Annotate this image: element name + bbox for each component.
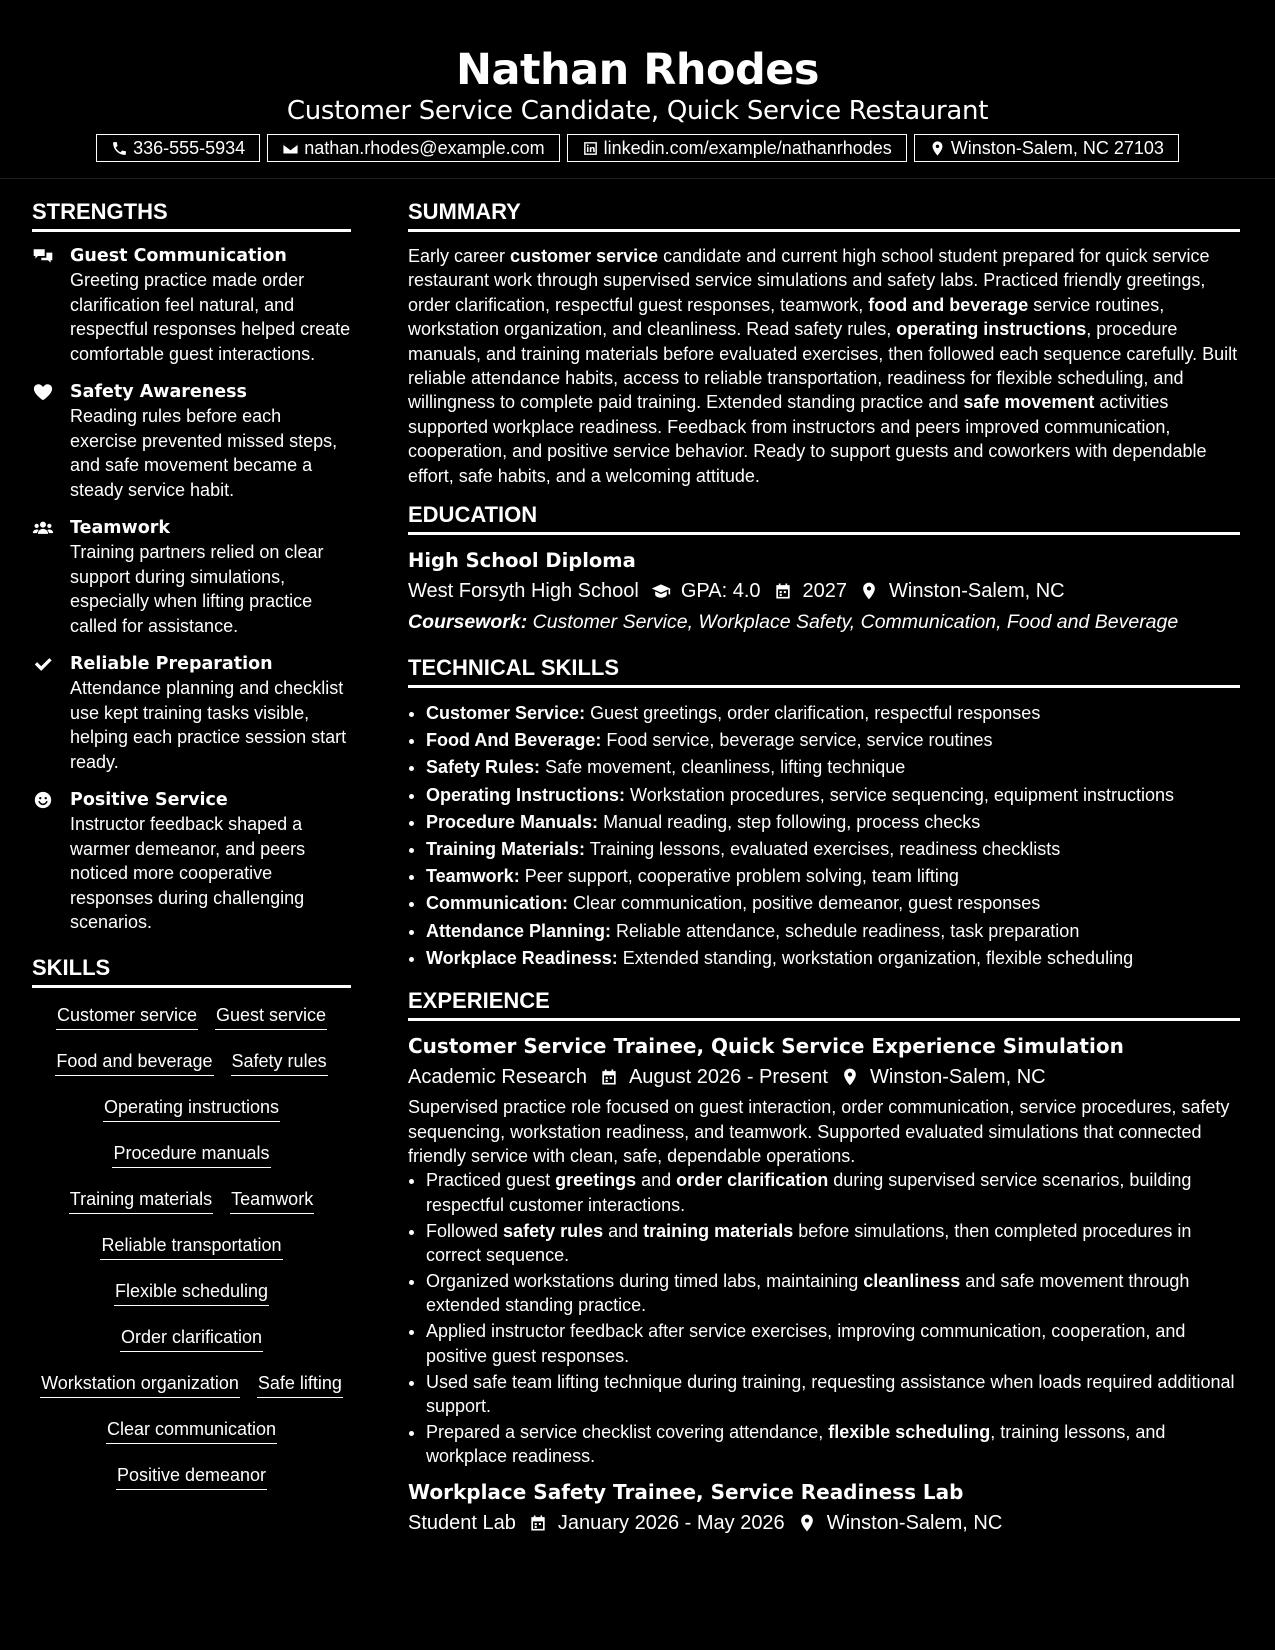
- education-degree: High School Diploma: [408, 549, 636, 573]
- bullet-text: and: [603, 1220, 644, 1241]
- skill-value: Training lessons, evaluated exercises, readiness checklists: [589, 839, 1061, 860]
- contact-phone[interactable]: [96, 134, 260, 162]
- list-item: [426, 700, 1240, 727]
- strength-desc: Training partners relied on clear support during simulations, especially when lifting practice called for assistance.: [70, 542, 324, 636]
- people-icon: [32, 518, 54, 538]
- skill-tag: Training materials: [69, 1184, 213, 1214]
- bullet-text: Organized workstations during timed labs, maintaining: [426, 1270, 864, 1291]
- job-meta: [408, 1061, 1240, 1093]
- linkedin-icon: [582, 140, 599, 157]
- job-description: Supervised practice role focused on guest interaction, order communication, service procedures, safety sequencing, workstation readiness, and teamwork. Supported evaluated simulations that connected friendly service with clean, safe, dependable operations.: [408, 1097, 1230, 1166]
- education-location: Winston-Salem, NC: [889, 580, 1065, 603]
- list-item: [426, 918, 1240, 945]
- list-item: [426, 1319, 1240, 1368]
- map-pin-icon: [797, 1513, 817, 1533]
- skill-value: Safe movement, cleanliness, lifting technique: [545, 757, 906, 778]
- skills-list: [32, 1000, 351, 1506]
- summary-segment: safe movement: [963, 392, 1095, 413]
- skill-tag: Clear communication: [106, 1414, 277, 1444]
- skill-value: Peer support, cooperative problem solving, team lifting: [524, 866, 959, 887]
- summary-segment: candidate and current high school student prepared for quick service restaurant work through supervised service simulations and safety labs. Practiced friendly greetings, order clarification, respectful guest responses, teamwork,: [408, 246, 1210, 315]
- job-title: Workplace Safety Trainee, Service Readiness Lab: [408, 1479, 964, 1504]
- left-column: [32, 197, 351, 1506]
- skill-tag: Workstation organization: [40, 1368, 240, 1398]
- strength-item: [32, 788, 351, 935]
- strengths-title: STRENGTHS: [32, 197, 351, 232]
- skill-tag: Safe lifting: [257, 1368, 343, 1398]
- job-org: Student Lab: [408, 1511, 516, 1534]
- bullet-text: flexible scheduling: [828, 1421, 991, 1442]
- list-item: [426, 1219, 1240, 1268]
- strength-item: [32, 652, 351, 774]
- strength-item: [32, 516, 351, 638]
- technical-skills-title: TECHNICAL SKILLS: [408, 653, 1240, 688]
- job-meta: [408, 1507, 1240, 1539]
- bullet-text: cleanliness: [863, 1270, 961, 1291]
- bullet-text: , training lessons, and workplace readiness.: [426, 1421, 1166, 1467]
- summary-segment: operating instructions: [896, 319, 1087, 340]
- candidate-name: Nathan Rhodes: [455, 45, 820, 95]
- envelope-icon: [282, 140, 299, 157]
- skill-tag: Procedure manuals: [112, 1138, 270, 1168]
- list-item: [426, 863, 1240, 890]
- education-title: EDUCATION: [408, 500, 1240, 535]
- skill-label: Operating Instructions:: [426, 784, 626, 805]
- map-pin-icon: [929, 140, 946, 157]
- resume-header: [0, 0, 1275, 179]
- skill-tag: Guest service: [215, 1000, 327, 1030]
- strength-title: Teamwork: [70, 518, 170, 538]
- bullet-text: greetings: [555, 1170, 637, 1191]
- skill-label: Attendance Planning:: [426, 920, 612, 941]
- skill-tag: Customer service: [56, 1000, 198, 1030]
- job-title: Customer Service Trainee, Quick Service Experience Simulation: [408, 1034, 1124, 1059]
- skill-value: Reliable attendance, schedule readiness, task preparation: [616, 920, 1080, 941]
- education-gpa: GPA: 4.0: [680, 580, 761, 603]
- speech-bubbles-icon: [32, 246, 54, 266]
- bullet-text: safety rules: [503, 1220, 604, 1241]
- contact-phone-text: 336-555-5934: [133, 137, 246, 158]
- education-coursework: [408, 607, 1240, 637]
- bullet-text: Prepared a service checklist covering attendance,: [426, 1421, 829, 1442]
- job-bullets: [408, 1168, 1240, 1468]
- bullet-text: during supervised service scenarios, building respectful customer interactions.: [426, 1170, 1192, 1215]
- skill-label: Safety Rules:: [426, 757, 541, 778]
- summary-segment: customer service: [510, 246, 659, 266]
- map-pin-icon: [859, 581, 879, 601]
- bullet-text: order clarification: [676, 1170, 829, 1191]
- bullet-text: Used safe team lifting technique during training, requesting assistance when loads required additional support.: [426, 1371, 1235, 1416]
- strength-desc: Greeting practice made order clarification feel natural, and respectful responses helped create comfortable guest interactions.: [70, 270, 351, 364]
- strength-title: Safety Awareness: [70, 382, 247, 402]
- job-entry: [408, 1031, 1240, 1469]
- contact-location-text: Winston-Salem, NC 27103: [950, 137, 1164, 158]
- list-item: [426, 836, 1240, 863]
- skill-label: Teamwork:: [426, 866, 520, 887]
- contact-linkedin[interactable]: [567, 134, 907, 162]
- coursework-list: Customer Service, Workplace Safety, Communication, Food and Beverage: [532, 611, 1179, 634]
- bullet-text: Practiced guest: [426, 1170, 556, 1191]
- job-org: Academic Research: [408, 1066, 587, 1089]
- strength-desc: Attendance planning and checklist use kept training tasks visible, helping each practice session start ready.: [70, 678, 347, 772]
- skill-value: Guest greetings, order clarification, respectful responses: [590, 703, 1041, 724]
- skill-tag: Reliable transportation: [100, 1230, 282, 1260]
- contact-row: [0, 134, 1275, 162]
- strength-item: [32, 244, 351, 366]
- summary-segment: service routines, workstation organization, and cleanliness. Read safety rules,: [408, 294, 1165, 340]
- graduation-cap-icon: [651, 581, 671, 601]
- skill-tag: Teamwork: [230, 1184, 314, 1214]
- contact-email-text: nathan.rhodes@example.com: [304, 137, 545, 158]
- checkmark-icon: [32, 654, 54, 674]
- bullet-text: Followed: [426, 1220, 504, 1241]
- contact-linkedin-text: linkedin.com/example/nathanrhodes: [603, 137, 892, 158]
- job-dates: January 2026 - May 2026: [557, 1511, 785, 1534]
- education-school: West Forsyth High School: [408, 580, 639, 603]
- job-location: Winston-Salem, NC: [826, 1511, 1003, 1534]
- summary-segment: food and beverage: [868, 294, 1029, 315]
- skill-label: Communication:: [426, 893, 568, 914]
- bullet-text: and: [636, 1170, 677, 1191]
- skill-value: Manual reading, step following, process checks: [603, 811, 981, 832]
- bullet-text: Applied instructor feedback after service exercises, improving communication, cooperation, and positive guest responses.: [426, 1321, 1186, 1366]
- skill-value: Extended standing, workstation organization, flexible scheduling: [622, 947, 1134, 968]
- strength-item: [32, 380, 351, 502]
- skill-label: Training Materials:: [426, 839, 586, 860]
- job-dates: August 2026 - Present: [628, 1066, 828, 1089]
- strength-desc: Reading rules before each exercise prevented missed steps, and safe movement became a steady service habit.: [70, 406, 338, 500]
- strength-title: Positive Service: [70, 790, 228, 810]
- bullet-text: training materials: [643, 1220, 794, 1241]
- skill-label: Workplace Readiness:: [426, 947, 618, 968]
- strength-title: Reliable Preparation: [70, 654, 273, 674]
- phone-icon: [111, 140, 128, 157]
- list-item: [426, 1420, 1240, 1469]
- skill-label: Procedure Manuals:: [426, 811, 599, 832]
- candidate-headline: Customer Service Candidate, Quick Service Restaurant: [286, 96, 989, 126]
- bullet-text: and safe movement through extended standing practice.: [426, 1270, 1190, 1316]
- summary-title: SUMMARY: [408, 197, 1240, 232]
- list-item: [426, 754, 1240, 781]
- skill-tag: Operating instructions: [103, 1092, 280, 1122]
- list-item: [426, 782, 1240, 809]
- strength-desc: Instructor feedback shaped a warmer demeanor, and peers noticed more cooperative responses during challenging scenarios.: [70, 814, 306, 932]
- right-column: [408, 197, 1240, 1539]
- job-location: Winston-Salem, NC: [869, 1066, 1046, 1089]
- list-item: [426, 1370, 1240, 1419]
- calendar-icon: [599, 1067, 619, 1087]
- coursework-label: Coursework:: [408, 611, 528, 634]
- list-item: [426, 727, 1240, 754]
- summary-segment: Early career: [408, 246, 511, 266]
- skill-tag: Positive demeanor: [116, 1460, 267, 1490]
- education-year: 2027: [802, 580, 848, 603]
- smiley-icon: [32, 790, 54, 810]
- contact-email[interactable]: [267, 134, 559, 162]
- contact-location: [914, 134, 1179, 162]
- skill-value: Workstation procedures, service sequencing, equipment instructions: [630, 784, 1174, 805]
- summary-text: [408, 244, 1240, 488]
- skills-title: SKILLS: [32, 953, 351, 988]
- technical-skills-list: [408, 700, 1240, 972]
- calendar-icon: [528, 1513, 548, 1533]
- skill-value: Clear communication, positive demeanor, guest responses: [573, 893, 1041, 914]
- heart-icon: [32, 382, 54, 402]
- skill-label: Food And Beverage:: [426, 730, 602, 751]
- skill-tag: Food and beverage: [55, 1046, 213, 1076]
- summary-segment: , procedure manuals, and training materials before evaluated exercises, then followed each sequence carefully. Built reliable attendance habits, access to reliable transportation, readiness for flexible scheduling, and willingness to complete paid training. Extended standing practice and: [408, 319, 1238, 413]
- skill-tag: Order clarification: [120, 1322, 263, 1352]
- list-item: [426, 890, 1240, 917]
- list-item: [426, 945, 1240, 972]
- list-item: [426, 809, 1240, 836]
- map-pin-icon: [840, 1067, 860, 1087]
- job-entry: [408, 1477, 1240, 1539]
- summary-segment: activities supported workplace readiness. Feedback from instructors and peers improved communication, cooperation, and positive service behavior. Ready to support guests and coworkers with dependable effort, safe habits, and a welcoming attitude.: [408, 392, 1207, 486]
- education-meta: [408, 575, 1240, 607]
- experience-title: EXPERIENCE: [408, 986, 1240, 1021]
- skill-label: Customer Service:: [426, 703, 586, 724]
- calendar-icon: [773, 581, 793, 601]
- skill-tag: Safety rules: [231, 1046, 328, 1076]
- list-item: [426, 1269, 1240, 1318]
- skill-tag: Flexible scheduling: [114, 1276, 269, 1306]
- list-item: [426, 1168, 1240, 1217]
- skill-value: Food service, beverage service, service routines: [606, 730, 993, 751]
- strength-title: Guest Communication: [70, 246, 287, 266]
- bullet-text: before simulations, then completed procedures in correct sequence.: [426, 1220, 1192, 1266]
